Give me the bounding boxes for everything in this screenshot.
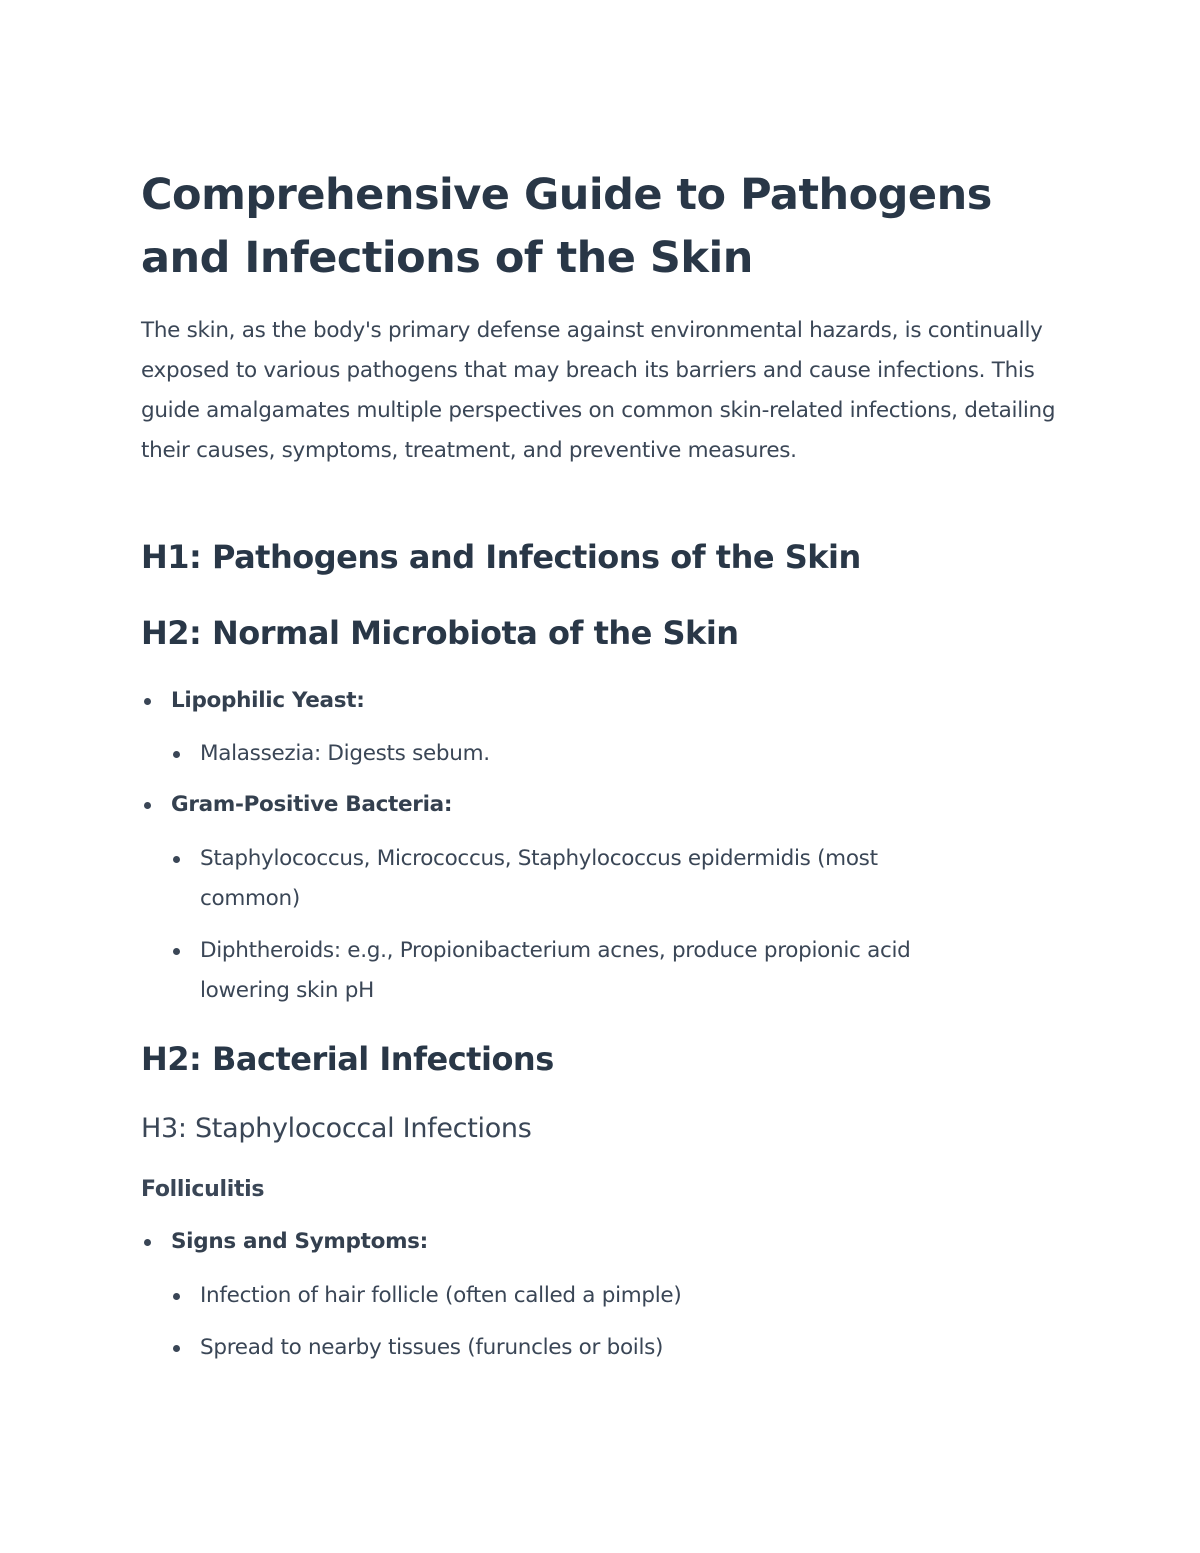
topic-heading-folliculitis: Folliculitis (141, 1177, 265, 1202)
section-heading-h1: H1: Pathogens and Infections of the Skin (141, 538, 861, 576)
bullet-icon (173, 948, 180, 955)
document-title (141, 164, 1041, 290)
bullet-icon (144, 698, 151, 705)
subsection-heading-staphylococcal: H3: Staphylococcal Infections (141, 1113, 532, 1144)
list-item-diphtheroids (200, 931, 1050, 1011)
list-item-malassezia: Malassezia: Digests sebum. (200, 741, 490, 766)
bullet-icon (144, 1239, 151, 1246)
list-item-gram-positive: Gram-Positive Bacteria: (171, 792, 453, 817)
list-item-staphylococcus-line-1: Staphylococcus, Micrococcus, Staphylococcus epidermidis (most (200, 846, 878, 871)
list-item-staphylococcus-line-2: common) (200, 886, 300, 911)
bullet-icon (173, 751, 180, 758)
list-item-diphtheroids-line-1: Diphtheroids: e.g., Propionibacterium acnes, produce propionic acid (200, 938, 911, 963)
list-item-signs-symptoms: Signs and Symptoms: (171, 1229, 428, 1254)
intro-paragraph: The skin, as the body's primary defense against environmental hazards, is continually exposed to various pathogens that may breach its barriers and cause infections. This guide amalgamates multiple perspectives on common skin-related infections, detailing their causes, symptoms, treatment, and preventive measures. (141, 318, 1056, 463)
list-item-lipophilic-yeast: Lipophilic Yeast: (171, 688, 365, 713)
section-heading-normal-microbiota: H2: Normal Microbiota of the Skin (141, 614, 739, 652)
list-item-spread: Spread to nearby tissues (furuncles or boils) (200, 1335, 664, 1360)
list-item-hair-follicle: Infection of hair follicle (often called a pimple) (200, 1283, 682, 1308)
bullet-icon (173, 1293, 180, 1300)
section-heading-bacterial-infections: H2: Bacterial Infections (141, 1040, 554, 1078)
title-line-2: and Infections of the Skin (141, 233, 753, 283)
title-line-1: Comprehensive Guide to Pathogens (141, 170, 992, 220)
bullet-icon (173, 1345, 180, 1352)
bullet-icon (173, 856, 180, 863)
list-item-staphylococcus (200, 839, 1050, 919)
list-item-diphtheroids-line-2: lowering skin pH (200, 978, 374, 1003)
bullet-icon (144, 802, 151, 809)
